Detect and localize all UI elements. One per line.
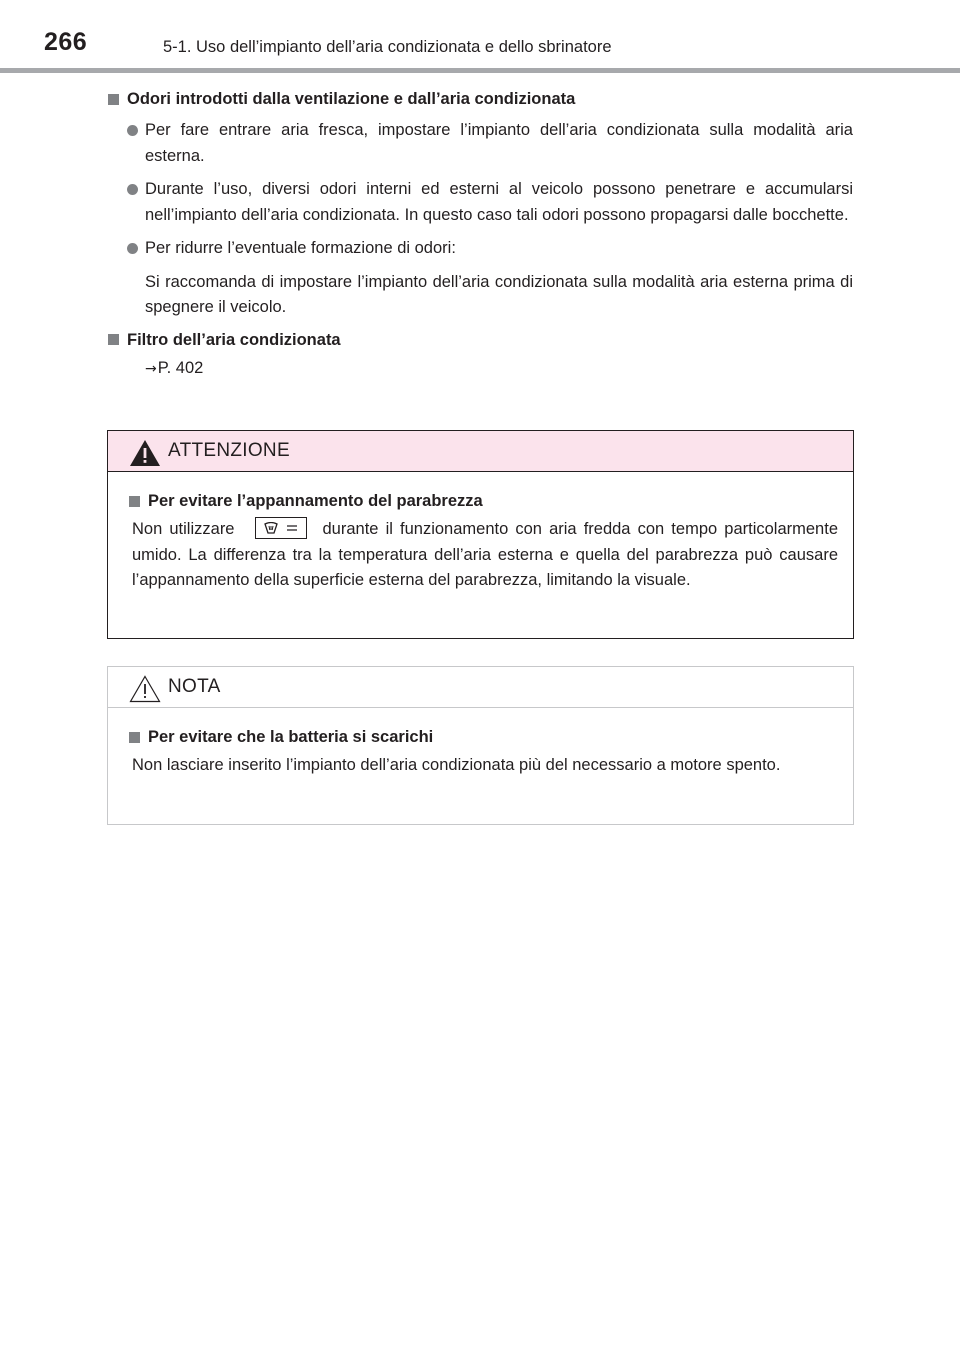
list-item [108, 118, 853, 169]
chapter-title: 5-1. Uso dell’impianto dell’aria condizionata e dello sbrinatore [163, 38, 612, 56]
caution-outline-icon [129, 675, 161, 703]
arrow-right-icon: → [145, 360, 157, 377]
section-heading-filtro [108, 329, 853, 351]
note-box-title: NOTA [168, 676, 221, 697]
square-bullet-icon [129, 496, 140, 507]
warning-box [107, 430, 854, 639]
square-bullet-icon [108, 94, 119, 105]
list-item-text: Per ridurre l’eventuale formazione di odori: [145, 239, 456, 257]
airflow-icon [286, 524, 298, 532]
round-bullet-icon [127, 243, 138, 254]
list-item-text: Durante l’uso, diversi odori interni ed esterni al veicolo possono penetrare e accumularsi nell’impianto dell’aria condizionata. In questo caso tali odori possono propagarsi dalle bocchette. [145, 180, 853, 224]
warning-text-start: Non utilizzare [132, 520, 235, 538]
square-bullet-icon [129, 732, 140, 743]
windshield-defog-icon [264, 522, 278, 534]
list-item [108, 177, 853, 228]
round-bullet-icon [127, 184, 138, 195]
section-title: Filtro dell’aria condizionata [127, 330, 341, 349]
main-content [108, 88, 853, 382]
warning-box-body [108, 472, 853, 594]
warning-box-title: ATTENZIONE [168, 440, 290, 461]
windshield-defog-button [255, 517, 307, 539]
page-reference[interactable] [108, 356, 853, 382]
warning-heading-text: Per evitare l’appannamento del parabrezza [148, 492, 483, 510]
square-bullet-icon [108, 334, 119, 345]
note-box-header [108, 667, 853, 708]
warning-text [129, 517, 838, 594]
section-heading-odori [108, 88, 853, 110]
note-heading [129, 726, 838, 748]
warning-box-header [108, 431, 853, 472]
note-box-body [108, 708, 853, 779]
warning-icon [129, 439, 161, 467]
note-text: Non lasciare inserito l’impianto dell’aria condizionata più del necessario a motore spento. [132, 756, 781, 774]
warning-heading [129, 490, 838, 512]
list-item-text: Per fare entrare aria fresca, impostare l’impianto dell’aria condizionata sulla modalità aria esterna. [145, 121, 853, 165]
list-item [108, 236, 853, 262]
reference-text: P. 402 [157, 358, 204, 377]
round-bullet-icon [127, 125, 138, 136]
note-box [107, 666, 854, 825]
paragraph: Si raccomanda di impostare l’impianto dell’aria condizionata sulla modalità aria esterna prima di spegnere il veicolo. [145, 272, 853, 316]
note-heading-text: Per evitare che la batteria si scarichi [148, 728, 434, 746]
page-header [0, 0, 960, 80]
page-number: 266 [44, 28, 88, 56]
section-title: Odori introdotti dalla ventilazione e dall’aria condizionata [127, 90, 576, 108]
header-divider [0, 68, 960, 73]
warning-text-end: durante il funzionamento con aria fredda con tempo particolarmente umido. La differenza tra la temperatura dell’aria esterna e quella del parabrezza può causare l’appannamento della superficie esterna del parabrezza, limitando la visuale. [132, 520, 838, 589]
